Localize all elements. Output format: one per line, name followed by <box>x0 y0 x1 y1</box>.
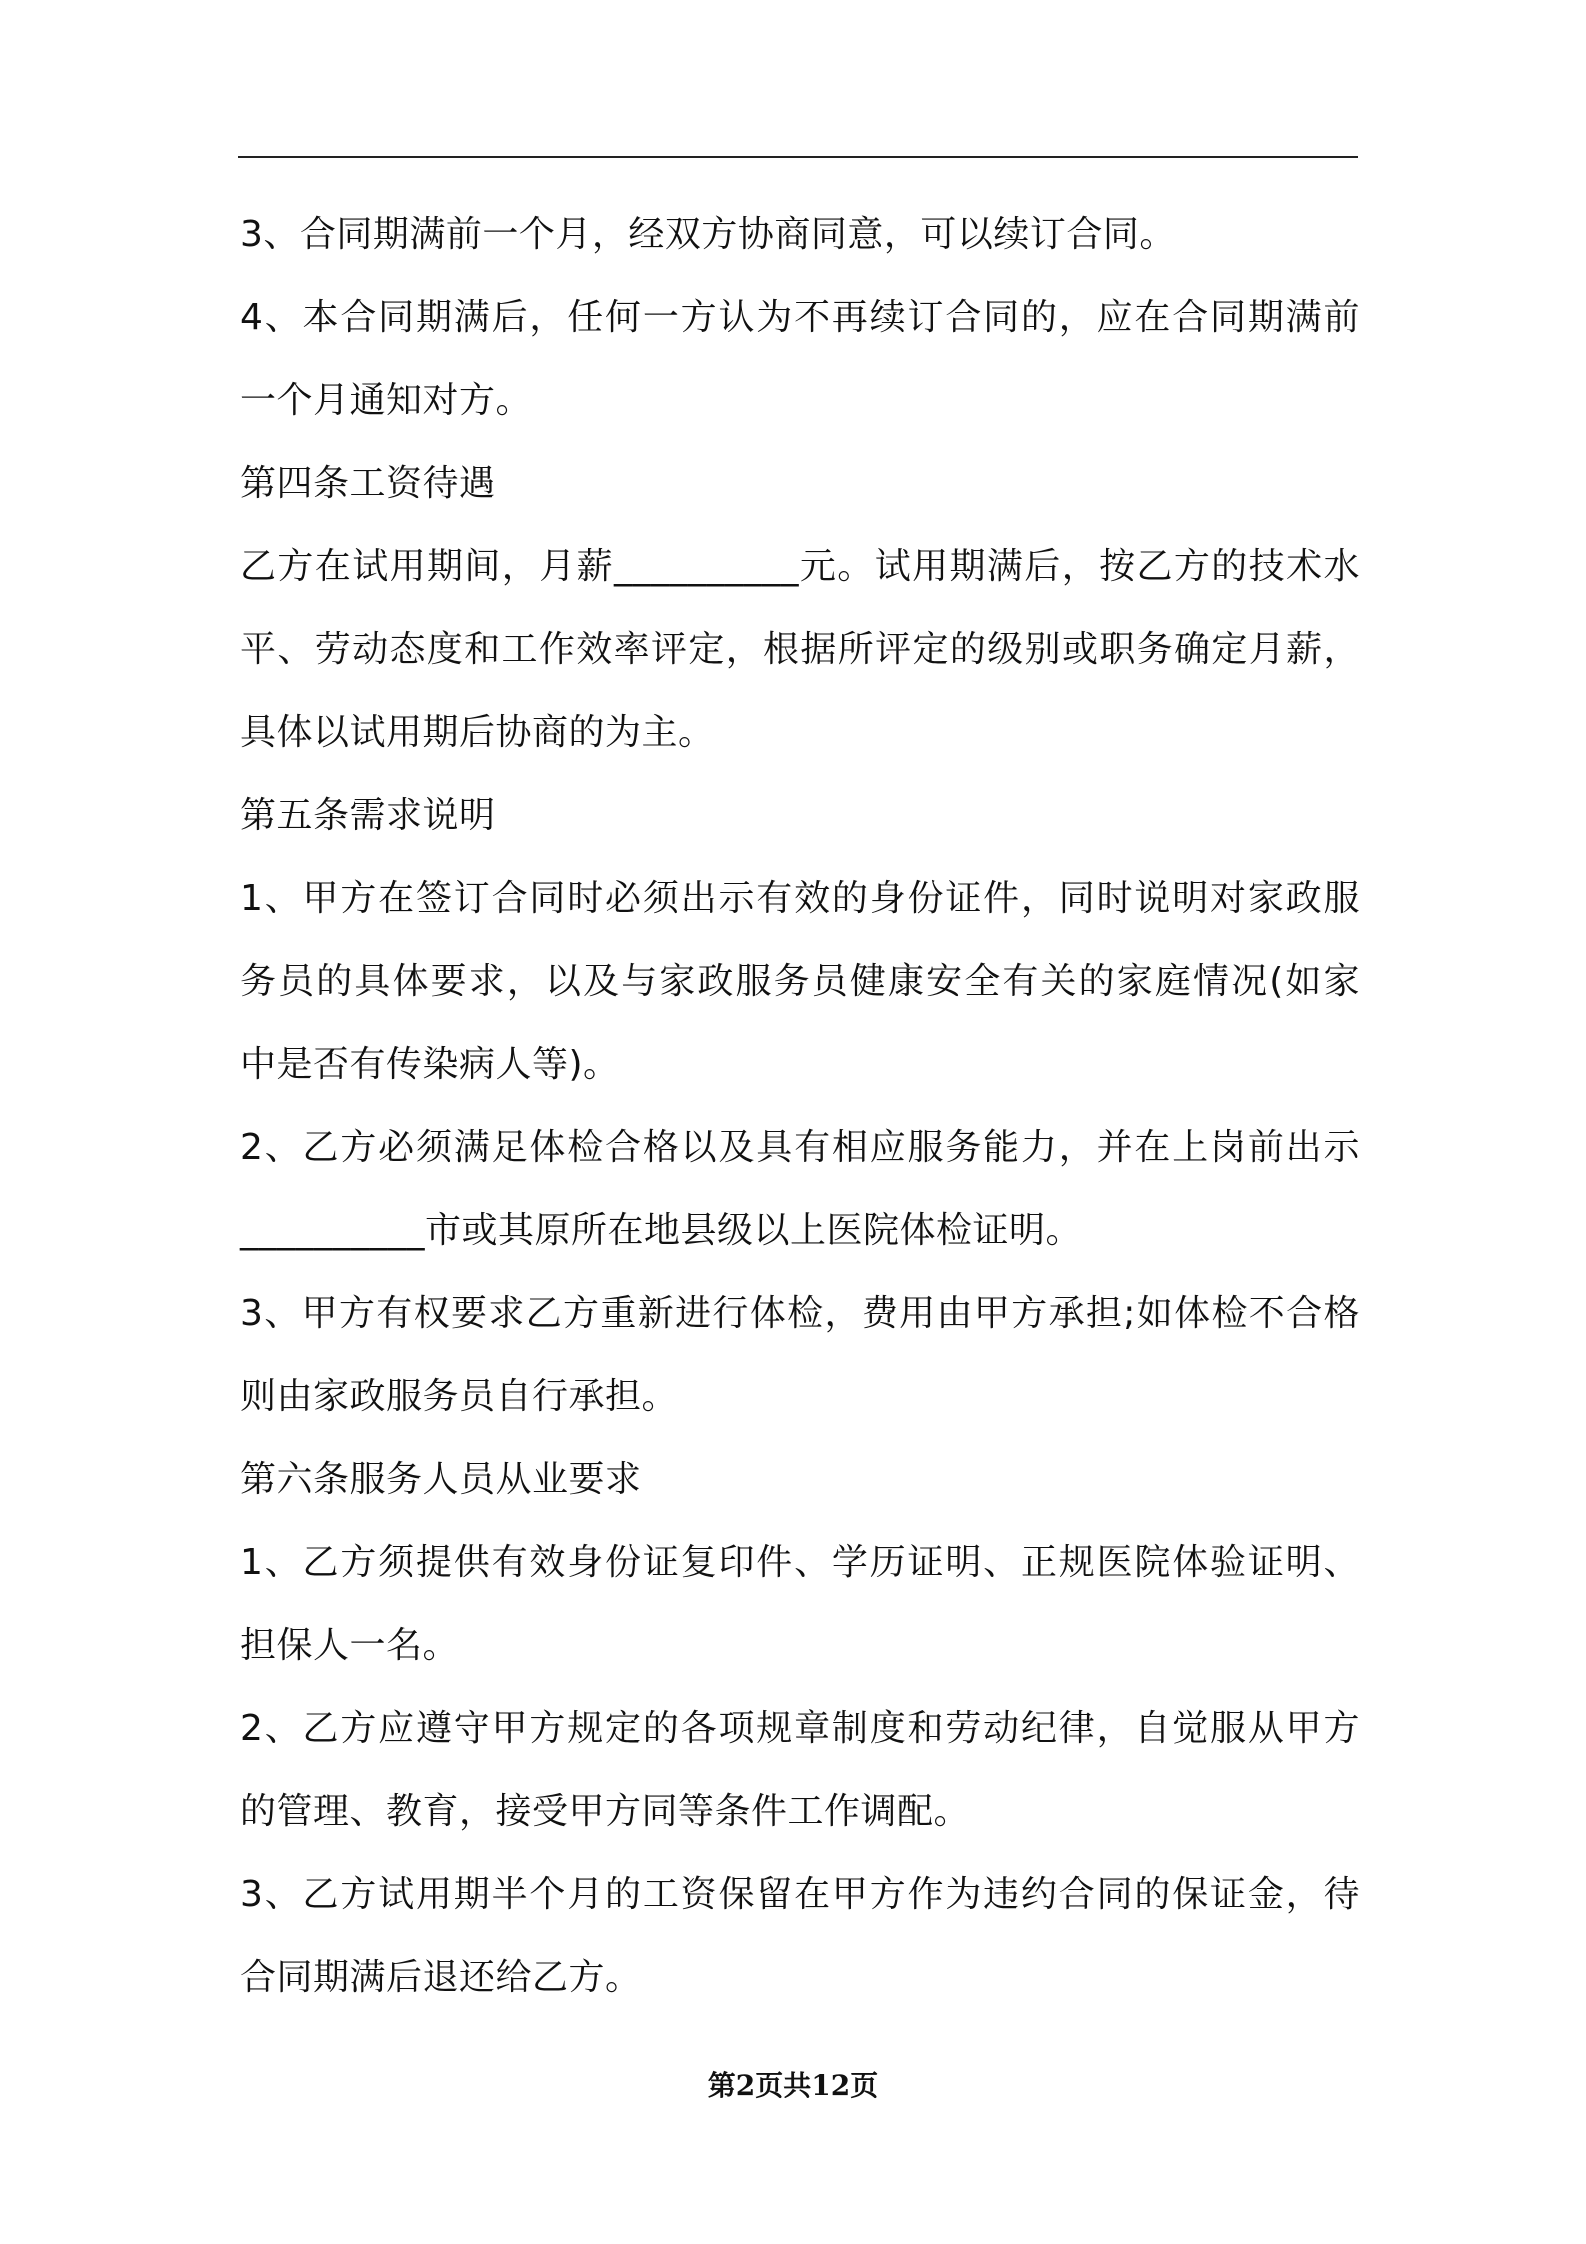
section-heading: 第五条需求说明 <box>240 795 496 836</box>
header-rule <box>238 156 1358 158</box>
clause-line: __________市或其原所在地县级以上医院体检证明。 <box>240 1210 1083 1251</box>
clause-line: 具体以试用期后协商的为主。 <box>240 712 715 753</box>
clause-line: 务员的具体要求，以及与家政服务员健康安全有关的家庭情况(如家 <box>240 961 1360 1002</box>
clause-line: 2、乙方应遵守甲方规定的各项规章制度和劳动纪律，自觉服从甲方 <box>240 1708 1360 1749</box>
clause-line: 平、劳动态度和工作效率评定，根据所评定的级别或职务确定月薪， <box>240 629 1360 670</box>
clause-line: 则由家政服务员自行承担。 <box>240 1376 679 1417</box>
clause-line: 4、本合同期满后，任何一方认为不再续订合同的，应在合同期满前 <box>240 297 1360 338</box>
section-heading: 第四条工资待遇 <box>240 463 496 504</box>
clause-line: 中是否有传染病人等)。 <box>240 1044 620 1085</box>
clause-line: 一个月通知对方。 <box>240 380 533 421</box>
clause-line: 3、乙方试用期半个月的工资保留在甲方作为违约合同的保证金，待 <box>240 1874 1360 1915</box>
clause-line: 担保人一名。 <box>240 1625 460 1666</box>
document-body <box>240 193 1360 2019</box>
clause-line: 1、甲方在签订合同时必须出示有效的身份证件，同时说明对家政服 <box>240 878 1360 919</box>
clause-line: 1、乙方须提供有效身份证复印件、学历证明、正规医院体验证明、 <box>240 1542 1360 1583</box>
page-number: 第2页共12页 <box>707 2069 879 2102</box>
clause-line: 合同期满后退还给乙方。 <box>240 1957 642 1998</box>
clause-line: 的管理、教育，接受甲方同等条件工作调配。 <box>240 1791 971 1832</box>
section-heading: 第六条服务人员从业要求 <box>240 1459 642 1500</box>
clause-line: 2、乙方必须满足体检合格以及具有相应服务能力，并在上岗前出示 <box>240 1127 1360 1168</box>
clause-line: 乙方在试用期间，月薪__________元。试用期满后，按乙方的技术水 <box>240 546 1360 587</box>
clause-line: 3、合同期满前一个月，经双方协商同意，可以续订合同。 <box>240 214 1176 255</box>
clause-line: 3、甲方有权要求乙方重新进行体检，费用由甲方承担;如体检不合格 <box>240 1293 1360 1334</box>
